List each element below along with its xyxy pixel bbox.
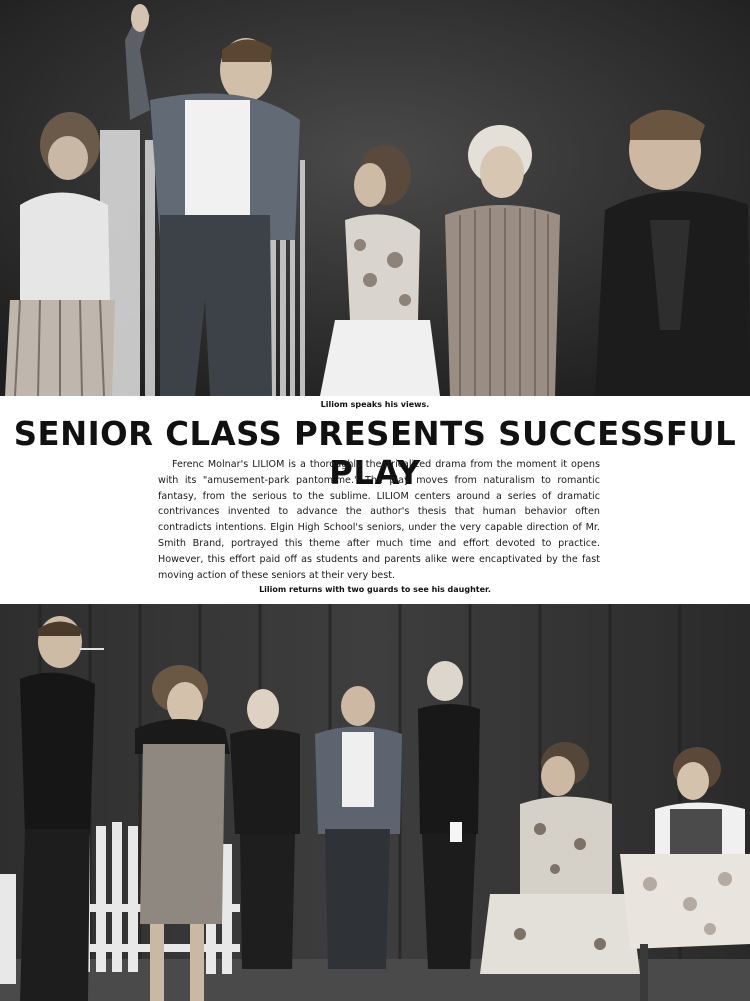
top-photo-caption: Liliom speaks his views. (320, 400, 430, 409)
article-body: Ferenc Molnar's LILIOM is a thoroughly theatricalized drama from the moment it opens with its "amusement-park pantomime." The play moves from naturalism to romantic fantasy, from the serious to the sublime. LILIOM centers around a series of dramatic contrivances invented to advance the author's thesis that human behavior often contradicts intentions. Elgin High School's seniors, under the very capable direction of Mr. Smith Brand, portrayed this theme after much time and effort devoted to practice. However, this effort paid off as students and parents alike were encaptivated by the fast moving action of these seniors at their very best. (158, 459, 600, 581)
top-photo (0, 0, 750, 396)
bottom-photo-image (0, 604, 750, 1001)
bottom-photo-caption: Liliom returns with two guards to see his daughter. (259, 585, 491, 594)
top-photo-image (0, 0, 750, 396)
bottom-photo (0, 604, 750, 1001)
article-headline: SENIOR CLASS PRESENTS SUCCESSFUL PLAY (13, 414, 737, 492)
